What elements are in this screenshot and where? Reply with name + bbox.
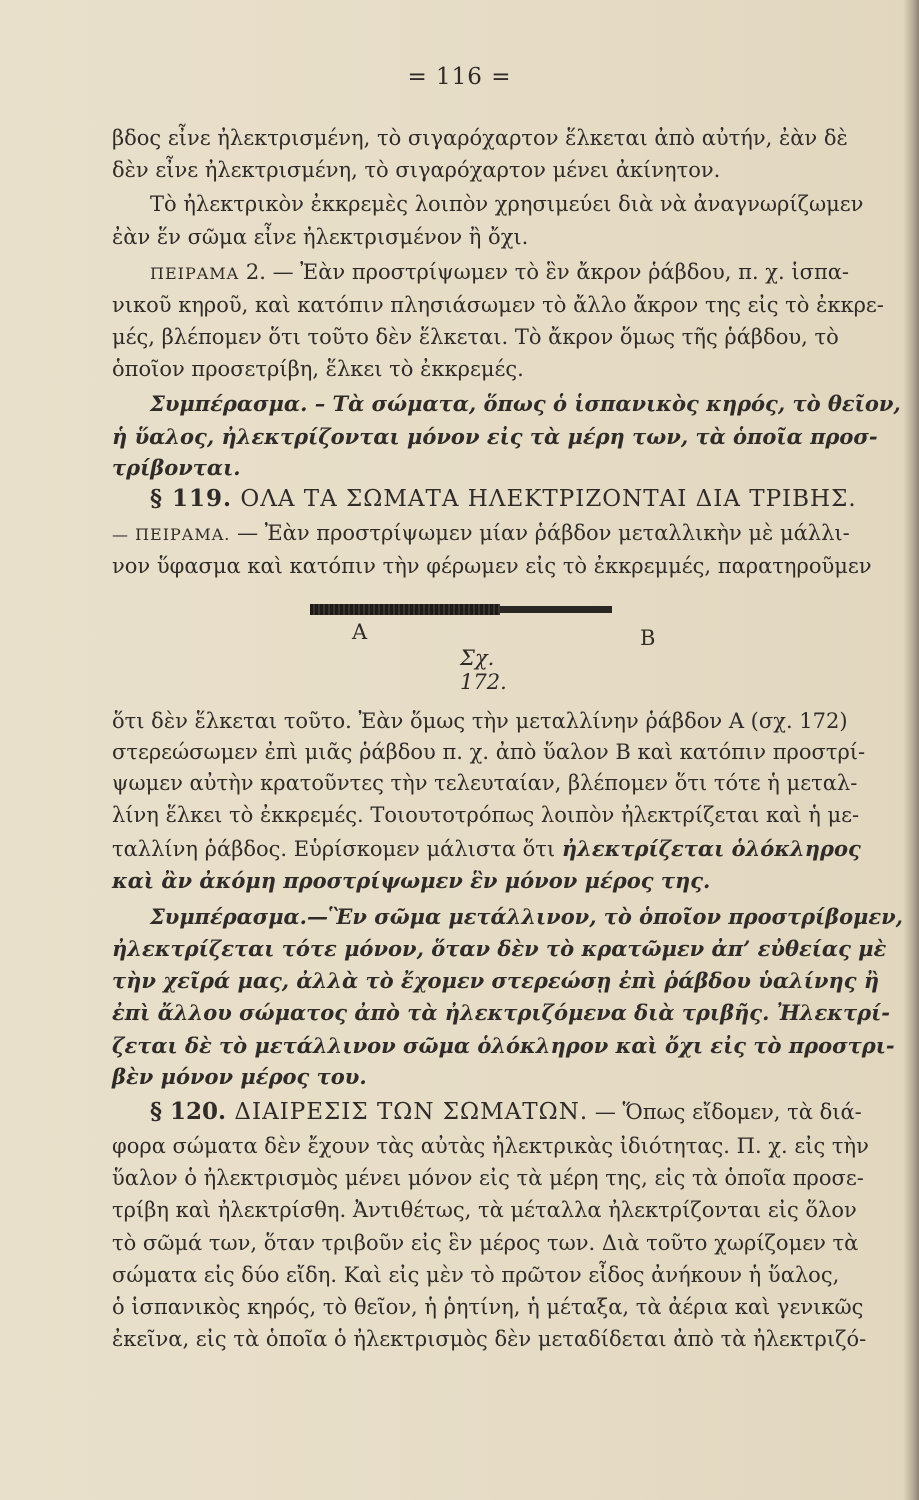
figure-label-a: A (352, 620, 368, 644)
page-number: = 116 = (407, 64, 512, 90)
text-line: τὴν χεῖρά μας, ἀλλὰ τὸ ἔχομεν στερεώσῃ ἐπὶ ῥάβδου ὑαλίνης ἢ (112, 968, 880, 993)
section-120-heading (150, 1097, 862, 1127)
text-line: σώματα εἰς δύο εἴδη. Καὶ εἰς μὲν τὸ πρῶτον εἶδος ἀνήκουν ἡ ὕαλος, (112, 1263, 840, 1287)
text-line: βδος εἶνε ἠλεκτρισμένη, τὸ σιγαρόχαρτον ἕλκεται ἀπὸ αὐτήν, ἐὰν δὲ (112, 126, 848, 150)
experiment-label: ΠΕΙΡΑΜΑ (150, 264, 240, 283)
text-line: ἐπὶ ἄλλου σώματος ἀπὸ τὰ ἠλεκτριζόμενα διὰ τριβῆς. Ἠλεκτρί- (112, 1000, 891, 1025)
text-line (112, 834, 861, 864)
text-line: ἡ ὕαλος, ἠλεκτρίζονται μόνον εἰς τὰ μέρη των, τὰ ὁποῖα προσ- (112, 424, 878, 449)
section-title: ΔΙΑΙΡΕΣΙΣ ΤΩΝ ΣΩΜΑΤΩΝ. (226, 1099, 589, 1125)
text-line: φορα σώματα δὲν ἔχουν τὰς αὐτὰς ἠλεκτρικὰς ἰδιότητας. Π. χ. εἰς τὴν (112, 1134, 869, 1158)
text-line: δὲν εἶνε ἠλεκτρισμένη, τὸ σιγαρόχαρτον μένει ἀκίνητον. (112, 158, 721, 182)
section-number: § 119. (150, 485, 233, 512)
figure-label-b: B (640, 626, 656, 650)
figure-caption: Σχ. 172. (460, 646, 507, 694)
text-line: νικοῦ κηροῦ, καὶ κατόπιν πλησιάσωμεν τὸ ἄλλο ἄκρον της εἰς τὸ ἐκκρε- (112, 293, 884, 317)
text-span: — Ὅπως εἴδομεν, τὰ διά- (588, 1100, 862, 1124)
text-line: ἠλεκτρίζεται τότε μόνον, ὅταν δὲν τὸ κρατῶμεν ἀπ’ εὐθείας μὲ (112, 936, 887, 961)
text-line: ὁποῖον προσετρίβη, ἕλκει τὸ ἐκκρεμές. (112, 357, 524, 381)
text-line: ὁ ἱσπανικὸς κηρός, τὸ θεῖον, ἡ ῥητίνη, ἡ μέταξα, τὰ ἀέρια καὶ γενικῶς (112, 1295, 864, 1319)
text-line: ψωμεν αὐτὴν κρατοῦντες τὴν τελευταίαν, βλέπομεν ὅτι τότε ἡ μεταλ- (112, 771, 858, 795)
section-119-heading (150, 484, 857, 514)
page-edge-shadow (903, 0, 919, 1500)
conclusion-2-line (150, 902, 903, 932)
text-line: καὶ ἂν ἀκόμη προστρίψωμεν ἓν μόνον μέρος της. (112, 868, 711, 893)
section-number: § 120. (150, 1098, 227, 1125)
text-line: μές, βλέπομεν ὅτι τοῦτο δὲν ἕλκεται. Τὸ ἄκρον ὅμως τῆς ῥάβδου, τὸ (112, 325, 839, 349)
experiment-label: — ΠΕΙΡΑΜΑ. (112, 525, 231, 544)
text-line: ἐκεῖνα, εἰς τὰ ὁποῖα ὁ ἠλεκτρισμὸς δὲν μεταδίδεται ἀπὸ τὰ ἠλεκτριζό- (112, 1327, 867, 1351)
text-line: τρίβη καὶ ἠλεκτρίσθη. Ἀντιθέτως, τὰ μέταλλα ἠλεκτρίζονται εἰς ὅλον (112, 1198, 857, 1222)
text-span: —Ἓν σῶμα μετάλλινον, τὸ ὁποῖον προστρίβομεν, (306, 904, 903, 929)
text-line: Τὸ ἠλεκτρικὸν ἐκκρεμὲς λοιπὸν χρησιμεύει διὰ νὰ ἀναγνωρίζωμεν (150, 192, 864, 216)
text-span: — Ἐὰν προστρίψωμεν μίαν ῥάβδον μεταλλικὴν μὲ μάλλι- (230, 521, 850, 545)
conclusion-1-line (150, 389, 901, 419)
text-line: νον ὕφασμα καὶ κατόπιν τὴν φέρωμεν εἰς τὸ ἐκκρεμμές, παρατηροῦμεν (112, 554, 872, 578)
text-line: τὸ σῶμά των, ὅταν τριβοῦν εἰς ἓν μέρος των. Διὰ τοῦτο χωρίζομεν τὰ (112, 1231, 859, 1255)
section-title: ΟΛΑ ΤΑ ΣΩΜΑΤΑ ΗΛΕΚΤΡΙΖΟΝΤΑΙ ΔΙΑ ΤΡΙΒΗΣ. (232, 486, 857, 512)
text-line: τρίβονται. (112, 455, 241, 480)
experiment-119-line (112, 518, 850, 550)
text-line: ἐὰν ἕν σῶμα εἶνε ἠλεκτρισμένον ἢ ὄχι. (112, 225, 529, 249)
text-span: ταλλίνη ῥάβδος. Εὑρίσκομεν μάλιστα ὅτι (112, 837, 562, 861)
text-line: στερεώσωμεν ἐπὶ μιᾶς ῥάβδου π. χ. ἀπὸ ὕαλον Β καὶ κατόπιν προστρί- (112, 740, 866, 764)
text-span: – Τὰ σώματα, ὅπως ὁ ἱσπανικὸς κηρός, τὸ θεῖον, (307, 391, 901, 416)
conclusion-lead: Συμπέρασμα. (150, 904, 307, 929)
conclusion-lead: Συμπέρασμα. (150, 391, 308, 416)
text-line: ζεται δὲ τὸ μετάλλινον σῶμα ὁλόκληρον καὶ ὄχι εἰς τὸ προστρι- (112, 1033, 895, 1058)
experiment-2-line (150, 257, 849, 289)
text-line: ὕαλον ὁ ἠλεκτρισμὸς μένει μόνον εἰς τὰ μέρη της, εἰς τὰ ὁποῖα προσε- (112, 1166, 864, 1190)
metal-rod-a (310, 604, 500, 615)
text-line: ὅτι δὲν ἕλκεται τοῦτο. Ἐὰν ὅμως τὴν μεταλλίνην ῥάβδον Α (σχ. 172) (112, 709, 848, 733)
emphasis-span: ἠλεκτρίζεται ὁλόκληρος (561, 836, 861, 861)
text-span: 2. — Ἐὰν προστρίψωμεν τὸ ἓν ἄκρον ῥάβδου, π. χ. ἱσπα- (239, 260, 850, 284)
text-line: λίνη ἕλκει τὸ ἐκκρεμές. Τοιουτοτρόπως λοιπὸν ἠλεκτρίζεται καὶ ἡ με- (112, 803, 860, 827)
text-line: βὲν μόνον μέρος του. (112, 1064, 367, 1089)
